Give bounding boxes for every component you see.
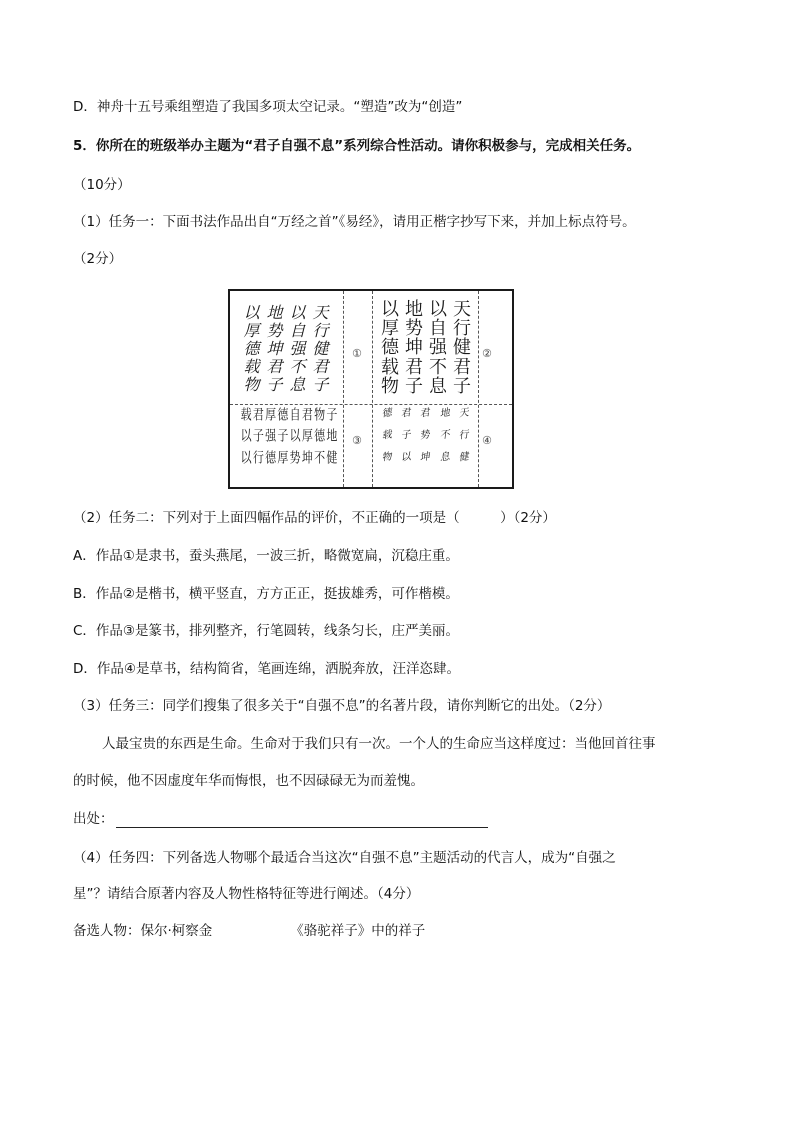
label-work-2: ② [482,347,492,360]
source-answer-blank[interactable] [116,813,488,828]
calligraphy-glyph: 行 [457,429,470,442]
calligraphy-work-3 [240,406,338,475]
question-5-stem: 5．你所在的班级举办主题为“君子自强不息”系列综合性活动。请你积极参与，完成相关任务。 [73,138,641,154]
calligraphy-glyph: 以 [289,427,301,445]
calligraphy-glyph: 健 [312,339,329,358]
calligraphy-glyph: 德 [265,449,277,467]
calligraphy-glyph: 不 [289,357,306,376]
calligraphy-glyph: 子 [326,406,338,424]
calligraphy-glyph: 以 [381,299,399,320]
calligraphy-glyph: 物 [380,451,393,464]
calligraphy-glyph: 以 [240,427,252,445]
calligraphy-glyph: 不 [438,429,450,442]
calligraphy-glyph: 子 [277,427,289,445]
calligraphy-glyph: 物 [243,375,260,394]
calligraphy-glyph: 德 [381,337,399,359]
calligraphy-glyph: 德 [277,406,289,424]
calligraphy-glyph: 地 [266,303,283,322]
calligraphy-glyph: 自 [429,318,447,340]
calligraphy-glyph: 息 [289,375,306,394]
calligraphy-glyph: 以 [240,449,252,467]
calligraphy-glyph: 君 [301,406,313,424]
calligraphy-figure [228,289,514,489]
calligraphy-glyph: 天 [312,303,329,322]
calligraphy-glyph: 坤 [266,339,283,358]
calligraphy-glyph: 载 [240,406,252,424]
calligraphy-glyph: 子 [405,375,423,397]
calligraphy-glyph: 坤 [405,337,423,359]
calligraphy-glyph: 行 [312,321,329,340]
calligraphy-glyph: 息 [429,375,447,397]
calligraphy-glyph: 坤 [301,449,313,467]
calligraphy-glyph: 德 [243,339,260,358]
option-d: D．作品④是草书，结构简省，笔画连绵，洒脱奔放，汪洋恣肆。 [73,661,460,677]
quote-line-1: 人最宝贵的东西是生命。生命对于我们只有一次。一个人的生命应当这样度过：当他回首往事 [102,736,656,752]
calligraphy-glyph: 君 [400,407,412,420]
calligraphy-glyph: 健 [457,451,470,464]
line-option-d-prev: D．神舟十五号乘组塑造了我国多项太空记录。“塑造”改为“创造” [73,99,463,115]
calligraphy-glyph: 地 [438,407,450,420]
calligraphy-glyph: 健 [453,337,471,359]
calligraphy-glyph: 势 [419,429,431,442]
calligraphy-glyph: 厚 [243,321,260,340]
label-work-1: ① [352,347,362,360]
candidate-pavel: 备选人物：保尔·柯察金 [73,923,213,939]
calligraphy-glyph: 不 [429,356,447,378]
calligraphy-glyph: 行 [453,318,471,340]
task-1-score: （2分） [73,251,123,267]
option-c: C．作品③是篆书，排列整齐，行笔圆转，线条匀长，庄严美丽。 [73,623,460,639]
calligraphy-glyph: 强 [429,337,447,359]
candidate-xiangzi: 《骆驼祥子》中的祥子 [290,923,426,939]
calligraphy-glyph: 物 [381,375,399,397]
calligraphy-glyph: 天 [453,299,471,320]
source-answer-row [73,810,488,828]
calligraphy-glyph: 天 [457,407,470,420]
calligraphy-glyph: 坤 [419,451,431,464]
calligraphy-glyph: 君 [453,356,471,378]
calligraphy-glyph: 以 [289,303,306,322]
calligraphy-glyph: 以 [429,299,447,320]
calligraphy-glyph: 子 [400,429,412,442]
calligraphy-glyph: 健 [326,449,338,467]
candidates-row [73,922,425,940]
calligraphy-glyph: 强 [289,339,306,358]
calligraphy-glyph: 君 [405,356,423,378]
calligraphy-glyph: 子 [453,375,471,397]
calligraphy-glyph: 不 [314,449,326,467]
calligraphy-glyph: 地 [326,427,338,445]
task-3-prompt: （3）任务三：同学们搜集了很多关于“自强不息”的名著片段，请你判断它的出处。（2分） [73,698,611,714]
calligraphy-glyph: 以 [243,303,260,322]
calligraphy-glyph: 厚 [301,427,313,445]
calligraphy-glyph: 厚 [381,318,399,340]
calligraphy-glyph: 厚 [265,406,277,424]
calligraphy-glyph: 自 [289,406,301,424]
calligraphy-work-2 [378,301,474,397]
calligraphy-work-1 [240,305,332,395]
calligraphy-glyph: 德 [314,427,326,445]
task-1-prompt: （1）任务一：下面书法作品出自“万经之首”《易经》，请用正楷字抄写下来，并加上标点符号。 [73,214,636,230]
task-4-prompt-1: （4）任务四：下列备选人物哪个最适合当这次“自强不息”主题活动的代言人，成为“自强之 [73,850,616,866]
calligraphy-glyph: 君 [419,407,431,420]
calligraphy-glyph: 子 [266,375,283,394]
calligraphy-glyph: 载 [381,356,399,378]
source-label: 出处： [73,811,114,827]
calligraphy-glyph: 君 [266,357,283,376]
calligraphy-glyph: 息 [438,451,450,464]
calligraphy-glyph: 物 [314,406,326,424]
calligraphy-glyph: 势 [405,318,423,340]
option-a: A．作品①是隶书，蚕头燕尾，一波三折，略微宽扁，沉稳庄重。 [73,548,459,564]
calligraphy-work-4 [378,409,474,475]
calligraphy-glyph: 子 [312,375,329,394]
calligraphy-glyph: 君 [312,357,329,376]
question-5-score: （10分） [73,177,131,193]
calligraphy-glyph: 德 [380,407,393,420]
calligraphy-glyph: 子 [252,427,264,445]
option-b: B．作品②是楷书，横平竖直，方方正正，挺拔雄秀，可作楷模。 [73,586,459,602]
label-work-3: ③ [352,434,362,447]
label-work-4: ④ [482,434,492,447]
calligraphy-glyph: 行 [252,449,264,467]
calligraphy-glyph: 自 [289,321,306,340]
calligraphy-glyph: 君 [252,406,264,424]
calligraphy-glyph: 以 [400,451,412,464]
task-4-prompt-2: 星”？请结合原著内容及人物性格特征等进行阐述。（4分） [73,886,420,902]
calligraphy-glyph: 地 [405,299,423,320]
calligraphy-glyph: 势 [289,449,301,467]
calligraphy-glyph: 厚 [277,449,289,467]
calligraphy-glyph: 载 [243,357,260,376]
calligraphy-glyph: 强 [265,427,277,445]
quote-line-2: 的时候，他不因虚度年华而悔恨，也不因碌碌无为而羞愧。 [73,773,424,789]
calligraphy-glyph: 载 [380,429,393,442]
task-2-prompt: （2）任务二：下列对于上面四幅作品的评价，不正确的一项是（ ）（2分） [73,510,556,526]
calligraphy-glyph: 势 [266,321,283,340]
